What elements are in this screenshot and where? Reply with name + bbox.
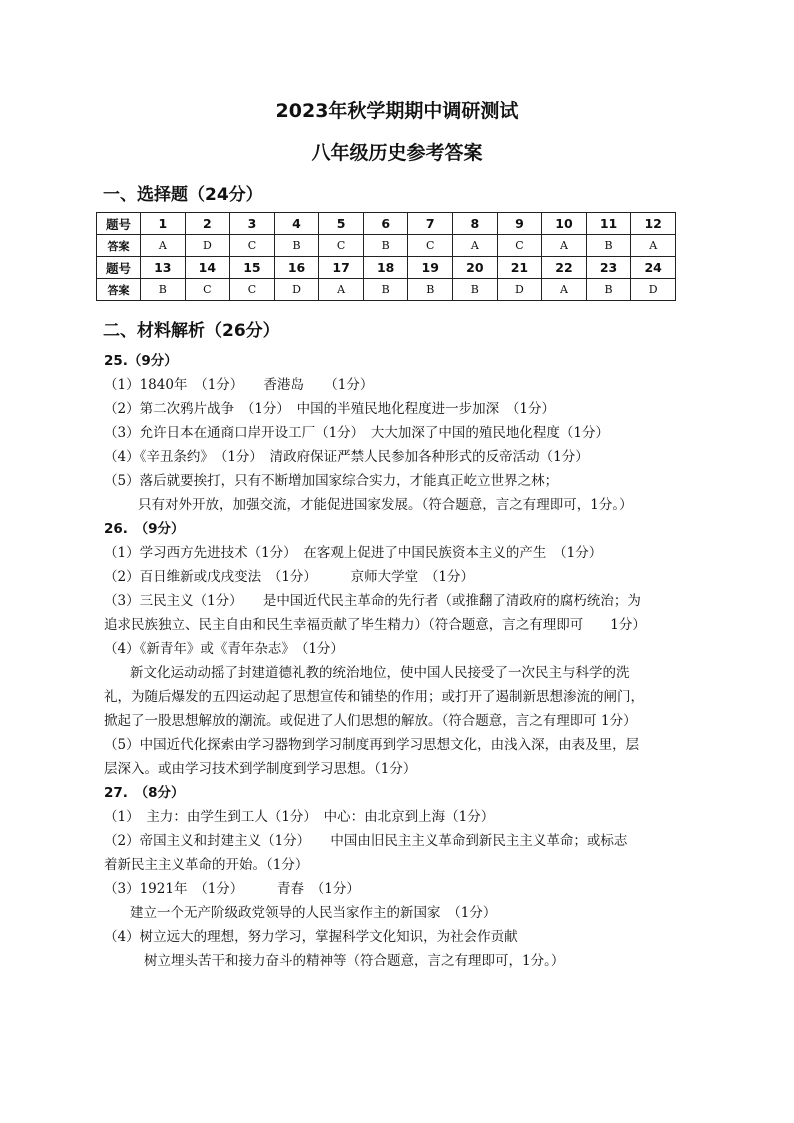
answer-line: 追求民族独立、民主自由和民生幸福贡献了毕生精力）（符合题意，言之有理即可 1分）	[104, 617, 646, 633]
question-number: 21	[497, 257, 542, 279]
answer-cell: A	[542, 235, 587, 257]
answer-cell: B	[141, 279, 186, 301]
answer-body	[104, 349, 704, 973]
section-heading-multiple-choice: 一、选择题（24分）	[103, 185, 263, 205]
answer-line: （5）中国近代化探索由学习器物到学习制度再到学习思想文化，由浅入深，由表及里，层	[104, 737, 640, 753]
table-row-answers-2	[97, 279, 676, 301]
answer-line: （5）落后就要挨打，只有不断增加国家综合实力，才能真正屹立世界之林；	[104, 473, 559, 489]
answer-cell: C	[497, 235, 542, 257]
answer-line: 新文化运动动摇了封建道德礼教的统治地位，使中国人民接受了一次民主与科学的洗	[130, 665, 630, 681]
answer-line: （4）树立远大的理想，努力学习，掌握科学文化知识，为社会作贡献	[104, 929, 518, 945]
answer-line: （2）第二次鸦片战争 （1分） 中国的半殖民地化程度进一步加深 （1分）	[104, 401, 556, 417]
answer-table	[96, 212, 676, 301]
question-number: 23	[586, 257, 631, 279]
answer-line: 层深入。或由学习技术到学制度到学习思想。（1分）	[104, 761, 417, 777]
question-number: 10	[542, 213, 587, 235]
answer-line: 只有对外开放，加强交流，才能促进国家发展。（符合题意，言之有理即可，1分。）	[138, 497, 633, 513]
question-number: 18	[363, 257, 408, 279]
answer-cell: C	[185, 279, 230, 301]
answer-line: （1）学习西方先进技术（1分） 在客观上促进了中国民族资本主义的产生 （1分）	[104, 545, 603, 561]
question-number: 11	[586, 213, 631, 235]
answer-cell: B	[274, 235, 319, 257]
row-label-answer: 答案	[97, 235, 141, 257]
question-number: 3	[230, 213, 275, 235]
answer-cell: B	[363, 279, 408, 301]
question-number: 7	[408, 213, 453, 235]
question-heading-27: 27. （8分）	[104, 785, 185, 801]
answer-line: （3）1921年 （1分） 青春 （1分）	[104, 881, 360, 897]
question-number: 19	[408, 257, 453, 279]
answer-line: 掀起了一股思想解放的潮流。或促进了人们思想的解放。（符合题意，言之有理即可 1分）	[104, 713, 637, 729]
answer-line: （4）《辛丑条约》 （1分） 清政府保证严禁人民参加各种形式的反帝活动（1分）	[104, 449, 589, 465]
answer-cell: A	[319, 279, 364, 301]
answer-cell: D	[631, 279, 676, 301]
row-label-number: 题号	[97, 257, 141, 279]
question-number: 6	[363, 213, 408, 235]
answer-cell: A	[542, 279, 587, 301]
page-subtitle: 八年级历史参考答案	[311, 142, 483, 164]
answer-line: 礼，为随后爆发的五四运动起了思想宣传和铺垫的作用；或打开了遏制新思想渗流的闸门，	[104, 689, 644, 705]
question-heading-25: 25.（9分）	[104, 353, 178, 369]
answer-cell: C	[319, 235, 364, 257]
answer-cell: D	[497, 279, 542, 301]
question-number: 1	[141, 213, 186, 235]
answer-cell: C	[408, 235, 453, 257]
table-row-answers-1	[97, 235, 676, 257]
question-number: 8	[453, 213, 498, 235]
answer-cell: B	[586, 235, 631, 257]
answer-line: （1） 主力：由学生到工人（1分） 中心：由北京到上海（1分）	[104, 809, 495, 825]
answer-line: 着新民主主义革命的开始。（1分）	[104, 857, 309, 873]
table-row-numbers-1	[97, 213, 676, 235]
answer-cell: B	[408, 279, 453, 301]
answer-line: （2）帝国主义和封建主义（1分） 中国由旧民主主义革命到新民主主义革命；或标志	[104, 833, 628, 849]
question-number: 24	[631, 257, 676, 279]
question-number: 15	[230, 257, 275, 279]
question-number: 14	[185, 257, 230, 279]
answer-cell: B	[453, 279, 498, 301]
answer-line: （3）三民主义（1分） 是中国近代民主革命的先行者（或推翻了清政府的腐朽统治；为	[104, 593, 641, 609]
answer-cell: D	[185, 235, 230, 257]
answer-line: 建立一个无产阶级政党领导的人民当家作主的新国家 （1分）	[130, 905, 497, 921]
answer-line: （3）允许日本在通商口岸开设工厂（1分） 大大加深了中国的殖民地化程度（1分）	[104, 425, 610, 441]
question-number: 16	[274, 257, 319, 279]
question-number: 2	[185, 213, 230, 235]
answer-cell: B	[363, 235, 408, 257]
question-number: 13	[141, 257, 186, 279]
question-number: 17	[319, 257, 364, 279]
answer-cell: B	[586, 279, 631, 301]
question-number: 12	[631, 213, 676, 235]
row-label-number: 题号	[97, 213, 141, 235]
answer-cell: A	[453, 235, 498, 257]
answer-cell: D	[274, 279, 319, 301]
answer-line: （2）百日维新或戊戌变法 （1分） 京师大学堂 （1分）	[104, 569, 475, 585]
question-number: 5	[319, 213, 364, 235]
answer-cell: C	[230, 235, 275, 257]
answer-cell: A	[631, 235, 676, 257]
answer-line: （4）《新青年》或《青年杂志》 （1分）	[104, 641, 344, 657]
question-number: 9	[497, 213, 542, 235]
answer-line: 树立埋头苦干和接力奋斗的精神等（符合题意，言之有理即可，1分。）	[144, 953, 565, 969]
section-heading-material-analysis: 二、材料解析（26分）	[103, 321, 280, 341]
page-title: 2023年秋学期期中调研测试	[275, 100, 519, 122]
answer-cell: A	[141, 235, 186, 257]
table-row-numbers-2	[97, 257, 676, 279]
question-heading-26: 26. （9分）	[104, 521, 185, 537]
question-number: 20	[453, 257, 498, 279]
answer-line: （1）1840年 （1分） 香港岛 （1分）	[104, 377, 374, 393]
question-number: 4	[274, 213, 319, 235]
question-number: 22	[542, 257, 587, 279]
answer-cell: C	[230, 279, 275, 301]
row-label-answer: 答案	[97, 279, 141, 301]
